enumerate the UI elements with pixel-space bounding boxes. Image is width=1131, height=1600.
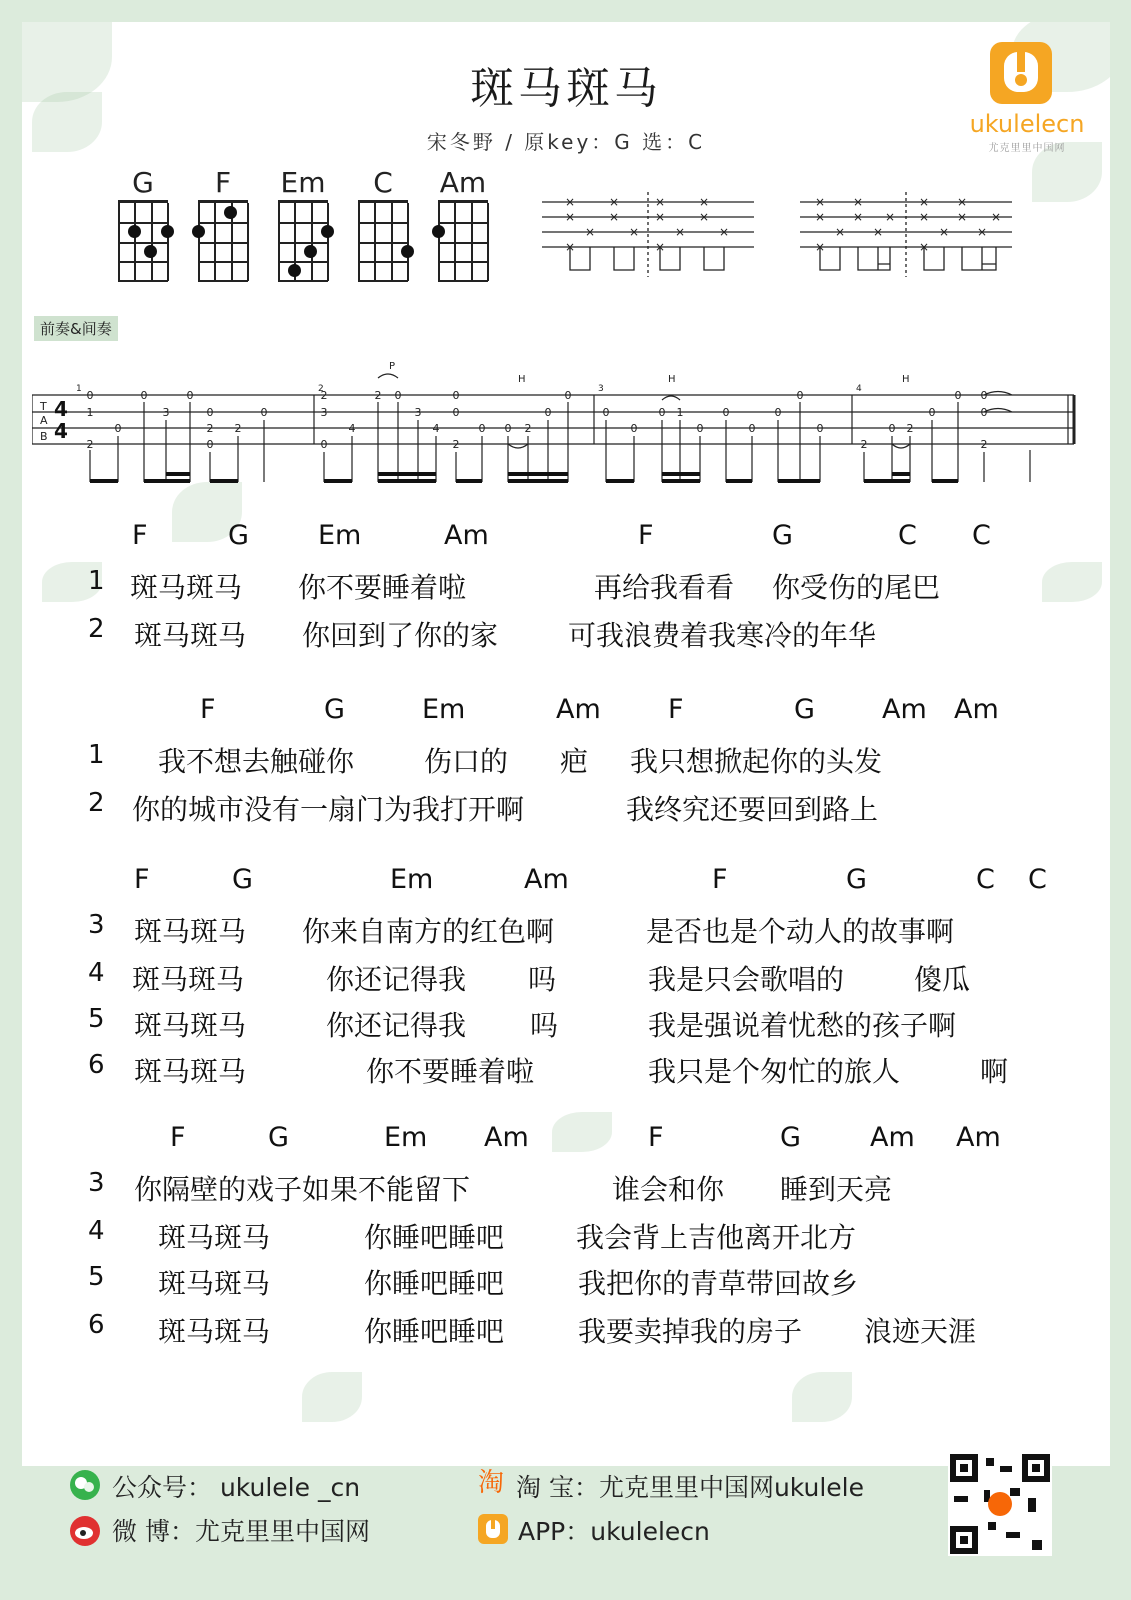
lyric-text: 我要卖掉我的房子 xyxy=(578,1315,803,1348)
app-name[interactable]: APP：ukulelecn xyxy=(518,1517,710,1546)
chord-label: F xyxy=(132,520,148,551)
svg-text:0: 0 xyxy=(816,422,824,435)
finger-dot xyxy=(304,245,317,258)
chord-label: C xyxy=(972,520,991,551)
svg-text:0: 0 xyxy=(394,389,402,402)
qr-code-icon[interactable] xyxy=(948,1452,1052,1556)
svg-text:2: 2 xyxy=(374,389,382,402)
chord-label: F xyxy=(170,1122,186,1153)
svg-text:1: 1 xyxy=(676,406,684,419)
chord-name: C xyxy=(373,166,393,199)
chord-label: F xyxy=(200,694,216,725)
measure-number: 2 xyxy=(318,384,324,394)
leaf-decoration xyxy=(792,1372,852,1422)
svg-text:0: 0 xyxy=(478,422,486,435)
chord-row xyxy=(22,864,1110,904)
chord-label: Am xyxy=(484,1122,529,1153)
strum-pattern-1 xyxy=(542,192,762,282)
svg-text:3: 3 xyxy=(162,406,170,419)
svg-text:2: 2 xyxy=(320,389,328,402)
chord-diagram-em xyxy=(268,168,338,281)
lyric-text: 你受伤的尾巴 xyxy=(772,571,941,604)
chord-label: Em xyxy=(384,1122,428,1153)
lyric-line xyxy=(22,910,1110,950)
lyric-text: 我把你的青草带回故乡 xyxy=(578,1267,859,1300)
svg-text:2: 2 xyxy=(524,422,532,435)
svg-text:2: 2 xyxy=(860,438,868,451)
svg-text:0: 0 xyxy=(260,406,268,419)
svg-text:2: 2 xyxy=(206,422,214,435)
svg-text:3: 3 xyxy=(320,406,328,419)
lyric-text: 斑马斑马 xyxy=(134,619,247,652)
lyric-text: 我不想去触碰你 xyxy=(158,745,355,778)
lyric-line xyxy=(22,958,1110,998)
lyric-text: 你睡吧睡吧 xyxy=(364,1315,505,1348)
svg-text:0: 0 xyxy=(206,438,214,451)
lyric-text: 我只是个匆忙的旅人 xyxy=(648,1055,901,1088)
time-sig-bottom: 4 xyxy=(54,419,68,443)
svg-text:0: 0 xyxy=(602,406,610,419)
svg-text:0: 0 xyxy=(504,422,512,435)
lyric-text: 疤 xyxy=(560,745,589,778)
song-subtitle: 宋冬野 / 原key：G 选：C xyxy=(426,130,706,154)
svg-text:2: 2 xyxy=(980,438,988,451)
wechat-icon[interactable] xyxy=(70,1470,100,1500)
lyric-text: 谁会和你 xyxy=(612,1173,725,1206)
lyric-text: 傻瓜 xyxy=(914,963,971,996)
ukulele-logo-icon xyxy=(990,42,1052,104)
verse-number: 4 xyxy=(88,958,105,988)
lyric-text: 斑马斑马 xyxy=(134,1009,247,1042)
svg-text:×: × xyxy=(584,225,596,239)
svg-text:2: 2 xyxy=(452,438,460,451)
svg-text:0: 0 xyxy=(980,389,988,402)
chord-label: G xyxy=(232,864,253,895)
svg-text:0: 0 xyxy=(452,406,460,419)
svg-text:0: 0 xyxy=(928,406,936,419)
svg-text:×: × xyxy=(608,195,620,209)
svg-text:0: 0 xyxy=(186,389,194,402)
lyric-text: 睡到天亮 xyxy=(780,1173,893,1206)
lyric-text: 是否也是个动人的故事啊 xyxy=(646,915,955,948)
svg-text:×: × xyxy=(918,195,930,209)
chord-diagram-f xyxy=(188,168,258,281)
svg-text:×: × xyxy=(564,210,576,224)
chord-label: Em xyxy=(422,694,466,725)
lyric-line xyxy=(22,1262,1110,1302)
chord-label: G xyxy=(772,520,793,551)
measure-number: 1 xyxy=(76,384,82,394)
chord-label: G xyxy=(324,694,345,725)
chord-name: G xyxy=(132,166,154,199)
verse-number: 6 xyxy=(88,1310,105,1340)
verse-number: 1 xyxy=(88,740,105,770)
chord-label: G xyxy=(268,1122,289,1153)
svg-text:0: 0 xyxy=(954,389,962,402)
chord-label: F xyxy=(134,864,150,895)
chord-name: Am xyxy=(439,166,487,199)
chord-label: C xyxy=(898,520,917,551)
technique-mark: H xyxy=(518,374,526,385)
lyric-text: 你不要睡着啦 xyxy=(366,1055,535,1088)
verse-number: 3 xyxy=(88,1168,105,1198)
finger-dot xyxy=(144,245,157,258)
chord-label: C xyxy=(1028,864,1047,895)
lyric-text: 斑马斑马 xyxy=(158,1315,271,1348)
lyric-text: 斑马斑马 xyxy=(130,571,243,604)
chord-label: C xyxy=(976,864,995,895)
chord-row xyxy=(22,1122,1110,1162)
logo-text: ukulelecn xyxy=(969,110,1085,138)
verse-number: 5 xyxy=(88,1004,105,1034)
lyric-line xyxy=(22,1216,1110,1256)
lyric-text: 斑马斑马 xyxy=(158,1221,271,1254)
chord-label: Em xyxy=(318,520,362,551)
wechat-account[interactable]: 公众号： ukulele _cn xyxy=(112,1473,361,1502)
svg-text:×: × xyxy=(852,195,864,209)
svg-text:0: 0 xyxy=(980,406,988,419)
taobao-store[interactable]: 淘 宝：尤克里里中国网ukulele xyxy=(516,1473,864,1502)
svg-text:2: 2 xyxy=(906,422,914,435)
svg-text:×: × xyxy=(956,195,968,209)
lyric-text: 浪迹天涯 xyxy=(864,1315,977,1348)
lyric-text: 你隔壁的戏子如果不能留下 xyxy=(134,1173,471,1206)
lyric-text: 可我浪费着我寒冷的年华 xyxy=(568,619,877,652)
svg-text:0: 0 xyxy=(320,438,328,451)
lyric-text: 你还记得我 xyxy=(326,1009,467,1042)
song-sheet xyxy=(22,22,1110,1466)
lyric-text: 斑马斑马 xyxy=(134,915,247,948)
logo-subtext: 尤克里里中国网 xyxy=(988,143,1066,154)
lyric-line xyxy=(22,788,1110,828)
svg-text:0: 0 xyxy=(564,389,572,402)
chord-label: G xyxy=(794,694,815,725)
lyric-text: 啊 xyxy=(980,1055,1009,1088)
lyric-text: 我会背上吉他离开北方 xyxy=(576,1221,857,1254)
chord-label: G xyxy=(228,520,249,551)
finger-dot xyxy=(161,225,174,238)
lyric-text: 你回到了你的家 xyxy=(302,619,499,652)
lyric-text: 我终究还要回到路上 xyxy=(626,793,879,826)
svg-text:×: × xyxy=(564,195,576,209)
chord-label: F xyxy=(638,520,654,551)
svg-text:×: × xyxy=(852,210,864,224)
lyric-text: 你睡吧睡吧 xyxy=(364,1221,505,1254)
chord-diagram-g xyxy=(108,168,178,281)
chord-label: F xyxy=(648,1122,664,1153)
lyric-line xyxy=(22,1050,1110,1090)
chord-label: F xyxy=(712,864,728,895)
chord-label: Am xyxy=(556,694,601,725)
lyric-text: 再给我看看 xyxy=(594,571,735,604)
svg-text:0: 0 xyxy=(544,406,552,419)
finger-dot xyxy=(432,225,445,238)
svg-text:×: × xyxy=(608,210,620,224)
verse-number: 3 xyxy=(88,910,105,940)
lyric-text: 伤口的 xyxy=(424,745,509,778)
svg-text:×: × xyxy=(654,195,666,209)
finger-dot xyxy=(401,245,414,258)
lyric-text: 我只想掀起你的头发 xyxy=(630,745,883,778)
lyric-line xyxy=(22,740,1110,780)
svg-text:×: × xyxy=(872,225,884,239)
section-label-intro: 前奏&间奏 xyxy=(34,316,118,341)
lyric-line xyxy=(22,614,1110,654)
verse-number: 2 xyxy=(88,788,105,818)
svg-text:×: × xyxy=(990,210,1002,224)
svg-text:T: T xyxy=(40,400,47,413)
taobao-icon[interactable]: 淘 xyxy=(477,1468,504,1498)
svg-text:0: 0 xyxy=(452,389,460,402)
lyric-text: 你还记得我 xyxy=(326,963,467,996)
svg-text:0: 0 xyxy=(206,406,214,419)
chord-label: F xyxy=(668,694,684,725)
svg-text:×: × xyxy=(718,225,730,239)
svg-text:×: × xyxy=(938,225,950,239)
svg-text:4: 4 xyxy=(348,422,356,435)
chord-label: Em xyxy=(390,864,434,895)
chord-name: Em xyxy=(280,166,326,199)
svg-text:A: A xyxy=(40,414,48,427)
svg-text:×: × xyxy=(654,210,666,224)
svg-text:×: × xyxy=(698,195,710,209)
svg-text:0: 0 xyxy=(722,406,730,419)
lyric-text: 你的城市没有一扇门为我打开啊 xyxy=(132,793,525,826)
svg-text:×: × xyxy=(564,240,576,254)
lyric-text: 斑马斑马 xyxy=(132,963,245,996)
svg-text:0: 0 xyxy=(796,389,804,402)
svg-text:B: B xyxy=(40,430,48,443)
svg-text:0: 0 xyxy=(630,422,638,435)
chord-label: Am xyxy=(956,1122,1001,1153)
svg-text:×: × xyxy=(628,225,640,239)
svg-text:×: × xyxy=(918,240,930,254)
svg-text:0: 0 xyxy=(748,422,756,435)
svg-text:×: × xyxy=(698,210,710,224)
svg-text:×: × xyxy=(674,225,686,239)
svg-text:0: 0 xyxy=(86,389,94,402)
lyric-text: 你不要睡着啦 xyxy=(298,571,467,604)
verse-number: 2 xyxy=(88,614,105,644)
svg-text:×: × xyxy=(834,225,846,239)
song-title: 斑马斑马 xyxy=(470,63,662,114)
lyric-text: 吗 xyxy=(528,963,557,996)
svg-text:0: 0 xyxy=(658,406,666,419)
svg-text:×: × xyxy=(976,225,988,239)
verse-number: 5 xyxy=(88,1262,105,1292)
technique-mark: H xyxy=(902,374,910,385)
lyric-line xyxy=(22,566,1110,606)
svg-text:0: 0 xyxy=(888,422,896,435)
svg-text:×: × xyxy=(884,210,896,224)
svg-text:3: 3 xyxy=(414,406,422,419)
leaf-decoration xyxy=(302,1372,362,1422)
lyric-line xyxy=(22,1004,1110,1044)
lyric-text: 吗 xyxy=(530,1009,559,1042)
lyric-line xyxy=(22,1310,1110,1350)
chord-row xyxy=(22,520,1110,560)
svg-text:×: × xyxy=(814,210,826,224)
svg-text:×: × xyxy=(918,210,930,224)
lyric-text: 我是强说着忧愁的孩子啊 xyxy=(648,1009,957,1042)
chord-label: Am xyxy=(954,694,999,725)
strum-pattern-2 xyxy=(800,192,1020,282)
chord-label: Am xyxy=(882,694,927,725)
svg-text:×: × xyxy=(814,240,826,254)
chord-label: Am xyxy=(524,864,569,895)
lyric-text: 斑马斑马 xyxy=(158,1267,271,1300)
chord-diagram-c xyxy=(348,168,418,281)
svg-text:0: 0 xyxy=(774,406,782,419)
technique-mark: P xyxy=(389,361,396,372)
finger-dot xyxy=(321,225,334,238)
svg-text:1: 1 xyxy=(86,406,94,419)
verse-number: 4 xyxy=(88,1216,105,1246)
svg-text:×: × xyxy=(814,195,826,209)
time-sig-top: 4 xyxy=(54,397,68,421)
chord-row xyxy=(22,694,1110,734)
technique-mark: H xyxy=(668,374,676,385)
finger-dot xyxy=(192,225,205,238)
app-icon[interactable] xyxy=(478,1514,508,1544)
chord-diagram-am xyxy=(428,168,498,281)
weibo-icon[interactable] xyxy=(70,1516,100,1546)
finger-dot xyxy=(288,264,301,277)
lyric-text: 你睡吧睡吧 xyxy=(364,1267,505,1300)
chord-name: F xyxy=(214,166,232,199)
finger-dot xyxy=(224,206,237,219)
svg-text:0: 0 xyxy=(114,422,122,435)
svg-text:2: 2 xyxy=(86,438,94,451)
lyric-line xyxy=(22,1168,1110,1208)
verse-number: 6 xyxy=(88,1050,105,1080)
measure-number: 3 xyxy=(598,384,604,394)
svg-text:4: 4 xyxy=(432,422,440,435)
svg-text:0: 0 xyxy=(696,422,704,435)
finger-dot xyxy=(128,225,141,238)
chord-label: Am xyxy=(870,1122,915,1153)
weibo-account[interactable]: 微 博：尤克里里中国网 xyxy=(112,1517,370,1546)
svg-text:2: 2 xyxy=(234,422,242,435)
svg-text:0: 0 xyxy=(140,389,148,402)
chord-label: Am xyxy=(444,520,489,551)
svg-text:×: × xyxy=(956,210,968,224)
lyric-text: 你来自南方的红色啊 xyxy=(302,915,555,948)
chord-label: G xyxy=(780,1122,801,1153)
chord-label: G xyxy=(846,864,867,895)
measure-number: 4 xyxy=(856,384,862,394)
verse-number: 1 xyxy=(88,566,105,596)
intro-tablature xyxy=(32,340,1092,490)
lyric-text: 我是只会歌唱的 xyxy=(648,963,845,996)
lyric-text: 斑马斑马 xyxy=(134,1055,247,1088)
svg-text:×: × xyxy=(654,240,666,254)
